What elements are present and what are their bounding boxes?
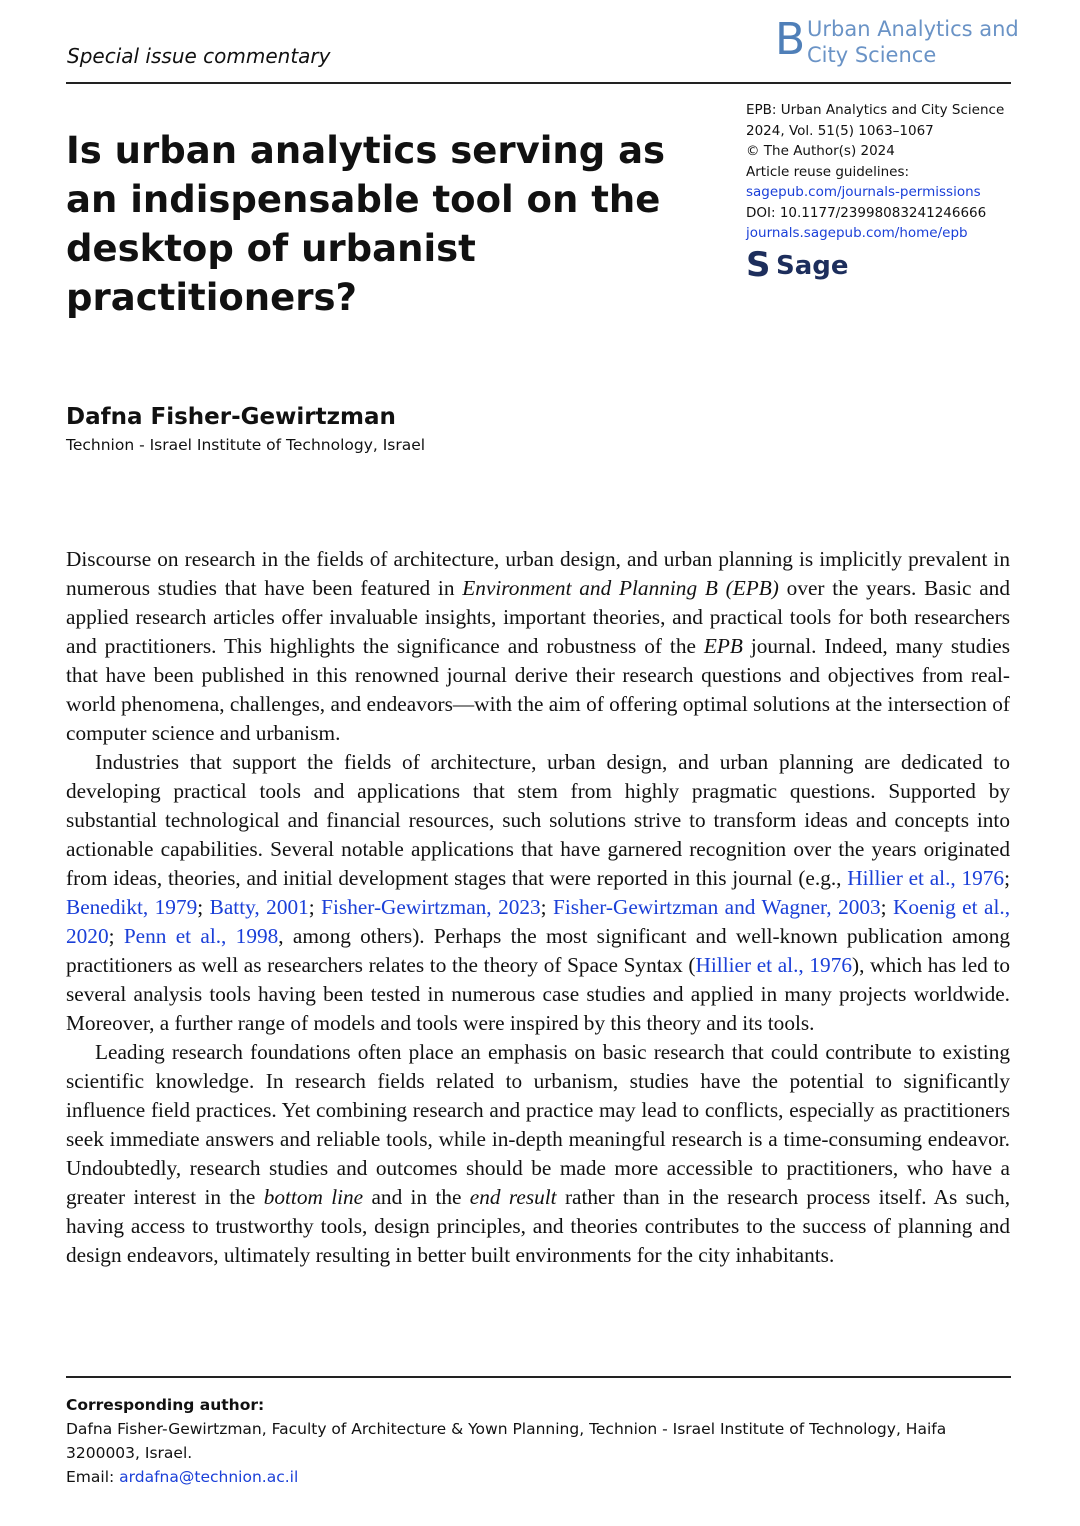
citation-link[interactable]: Koenig et al., 2020 xyxy=(66,895,1011,948)
paragraph-2: Industries that support the fields of architecture, urban design, and urban planning are dedicated to developing practical tools and applications that stem from highly pragmatic questions. Supported by substantial technological and financial resources, such solutions strive to transform ideas and concepts into actionable capabilities. Several notable applications that have garnered recognition over the years originated from ideas, theories, and initial development stages that were reported in this journal (e.g., Hillier et al., 1976; Benedikt, 1979; Batty, 2001; Fisher-Gewirtzman, 2023; Fisher-Gewirtzman and Wagner, 2003; Koenig et al., 2020; Penn et al., 1998, among others). Perhaps the most significant and well-known publication among practitioners as well as researchers relates to the theory of Space Syntax (Hillier et al., 1976), which has led to several analysis tools having been tested in numerous case studies and applied in many projects worldwide. Moreover, a further range of models and tools were inspired by this theory and its tools. xyxy=(66,750,1011,1035)
citation-link[interactable]: Fisher-Gewirtzman, 2023 xyxy=(321,895,541,919)
article-title: Is urban analytics serving as an indispensable tool on the desktop of urbanist practitioners? xyxy=(66,129,666,319)
citation-link[interactable]: Fisher-Gewirtzman and Wagner, 2003 xyxy=(553,895,881,919)
email-label: Email: xyxy=(66,1468,120,1486)
journal-home-link[interactable]: journals.sagepub.com/home/epb xyxy=(746,225,968,241)
text-run: rather than in the research process itself. As such, having access to trustworthy tools, design principles, and theories contributes to the success of planning and design endeavors, ultimately resulting in better built environments for the city inhabitants. xyxy=(66,1185,1011,1267)
reuse-label: Article reuse guidelines: xyxy=(746,163,910,180)
citation-link[interactable]: Penn et al., 1998 xyxy=(123,924,279,948)
journal-logo xyxy=(775,14,1019,70)
italic-bottom-line: bottom line xyxy=(263,1185,364,1209)
volume-info: 2024, Vol. 51(5) 1063–1067 xyxy=(746,122,934,139)
sage-wordmark: Sage xyxy=(776,251,849,281)
text-run: Leading research foundations often place an emphasis on basic research that could contribute to existing scientific knowledge. In research fields related to urbanism, studies have the potential to significantly influence field practices. Yet combining research and practice may lead to conflicts, especially as practitioners seek immediate answers and reliable tools, while in-depth meaningful research is a time-consuming endeavor. Undoubtedly, research studies and outcomes should be made more accessible to practitioners, who have a greater interest in the xyxy=(66,1040,1010,1209)
issue-label: Special issue commentary xyxy=(67,44,331,68)
sage-s-icon: S xyxy=(746,245,771,285)
text-run: ), which has led to several analysis tools having been tested in numerous case studies and applied in many projects worldwide. Moreover, a further range of models and tools were inspired by this theory and its tools. xyxy=(66,953,1011,1035)
email-line xyxy=(66,1465,1011,1489)
text-run: and in the xyxy=(363,1185,470,1209)
corresponding-author xyxy=(66,1393,1011,1489)
paragraph-3 xyxy=(66,1038,1010,1270)
text-run: , among others). Perhaps the most significant and well-known publication among practitioners as well as researchers relates to the theory of Space Syntax ( xyxy=(66,924,1010,977)
corresponding-heading: Corresponding author: xyxy=(66,1396,265,1414)
journal-logo-line1: Urban Analytics and xyxy=(807,17,1019,41)
corresponding-address: Dafna Fisher-Gewirtzman, Faculty of Architecture & Yown Planning, Technion - Israel Institute of Technology, Haifa 3200003, Israel. xyxy=(66,1420,947,1462)
author-name: Dafna Fisher-Gewirtzman xyxy=(66,404,396,430)
citation-link[interactable]: Batty, 2001 xyxy=(209,895,309,919)
italic-journal: Environment and Planning B (EPB) xyxy=(462,576,779,600)
permissions-link[interactable]: sagepub.com/journals-permissions xyxy=(746,184,981,200)
journal-name: EPB: Urban Analytics and City Science xyxy=(746,102,1005,118)
header-divider xyxy=(66,82,1011,84)
journal-logo-line2: City Science xyxy=(807,43,937,67)
article-body xyxy=(66,545,1010,1270)
text-run: Discourse on research in the fields of architecture, urban design, and urban planning is implicitly prevalent in numerous studies that have been featured in xyxy=(66,547,1010,600)
text-run: Industries that support the fields of architecture, urban design, and urban planning are dedicated to developing practical tools and applications that stem from highly pragmatic questions. Supported by substantial technological and financial resources, such solutions strive to transform ideas and concepts into actionable capabilities. Several notable applications that have garnered recognition over the years originated from ideas, theories, and initial development stages that were reported in this journal (e.g., xyxy=(66,750,1010,890)
paragraph-1 xyxy=(66,545,1010,748)
text-run: journal. Indeed, many studies that have been published in this renowned journal derive their research questions and objectives from real-world phenomena, challenges, and endeavors—with the aim of offering optimal solutions at the intersection of computer science and urbanism. xyxy=(66,634,1011,745)
email-link[interactable]: ardafna@technion.ac.il xyxy=(119,1468,299,1486)
footer-divider xyxy=(66,1376,1011,1378)
citation-link[interactable]: Benedikt, 1979 xyxy=(66,895,198,919)
text-run: over the years. Basic and applied research articles offer invaluable insights, important theories, and practical tools for both researchers and practitioners. This highlights the significance and robustness of the xyxy=(66,576,1010,658)
author-affiliation: Technion - Israel Institute of Technology, Israel xyxy=(66,436,426,454)
doi: DOI: 10.1177/23998083241246666 xyxy=(746,204,987,221)
italic-epb: EPB xyxy=(703,634,743,658)
journal-logo-letter: B xyxy=(775,14,806,65)
copyright: © The Author(s) 2024 xyxy=(746,143,895,159)
article-metadata xyxy=(746,100,1016,244)
sage-logo xyxy=(746,246,866,284)
citation-link[interactable]: Hillier et al., 1976 xyxy=(695,953,852,977)
citation-link[interactable]: Hillier et al., 1976 xyxy=(847,866,1005,890)
italic-end-result: end result xyxy=(469,1185,557,1209)
